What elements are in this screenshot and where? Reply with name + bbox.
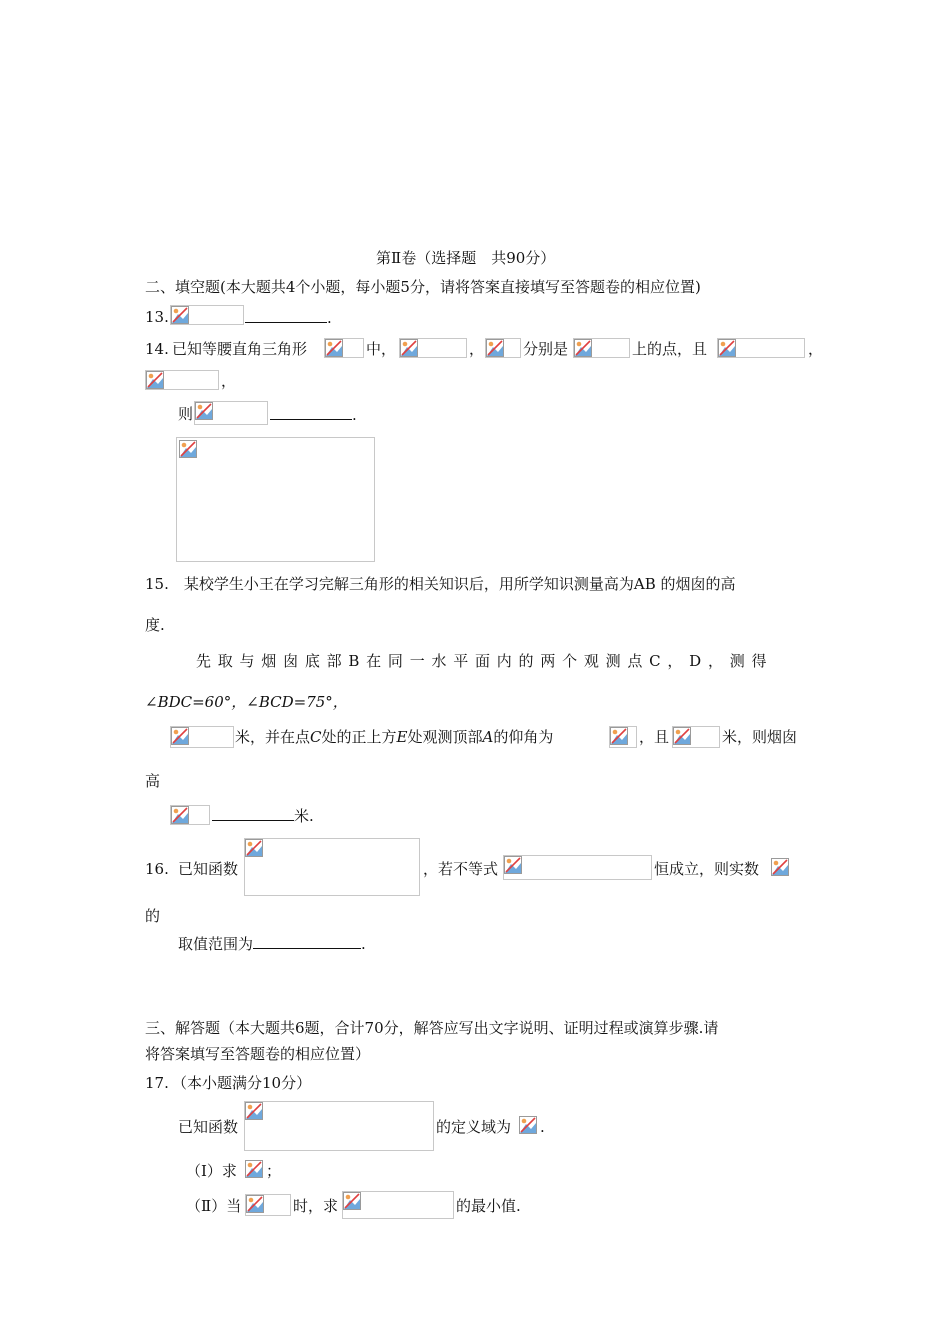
image-placeholder-icon	[610, 727, 628, 745]
q14-text-2: 中，	[366, 340, 397, 358]
fill-in-header: 二、填空题(本大题共4个小题，每小题5分，请将答案直接填写至答题卷的相应位置)	[145, 278, 701, 296]
q14-answer-blank: .	[270, 403, 357, 426]
image-placeholder-icon	[400, 339, 418, 357]
image-placeholder-icon	[771, 858, 789, 876]
q15-line-3: 先 取 与 烟 囱 底 部 B 在 同 一 水 平 面 内 的 两 个 观 测 点 C ， D ， 测 得	[196, 652, 767, 670]
q17-part-2-label: （Ⅱ）当	[186, 1197, 242, 1215]
q15-text-meters: 米，则烟囱	[722, 728, 798, 746]
section-title: 第Ⅱ卷（选择题 共90分）	[376, 249, 556, 267]
q17-part-1-image	[245, 1160, 265, 1180]
q14-then: 则	[178, 405, 194, 423]
q15-height-image	[672, 726, 720, 748]
q17-part-1-label: （Ⅰ）求	[186, 1162, 237, 1180]
q16-inequality-image	[503, 855, 652, 880]
q14-expression-image	[194, 401, 268, 425]
image-placeholder-icon	[246, 1195, 264, 1213]
q14-text-1: 已知等腰直角三角形	[172, 340, 308, 358]
q14-text-3: ，	[469, 340, 485, 358]
q15-line-4: ∠BDC=60°，∠BCD=75°，	[145, 693, 348, 711]
image-placeholder-icon	[195, 402, 213, 420]
q14-condition-image-1	[399, 338, 467, 358]
q17-part-2-condition-image	[245, 1194, 291, 1216]
q15-line-2: 度.	[145, 616, 165, 634]
q17-part-2-expression-image	[342, 1191, 454, 1219]
image-placeholder-icon	[574, 339, 592, 357]
image-placeholder-icon	[245, 1102, 263, 1120]
q16-text-2: ，若不等式	[423, 860, 499, 878]
q17-function-image	[244, 1101, 434, 1151]
q17-part-2-end: 的最小值.	[456, 1197, 521, 1215]
q17-text-2-end: .	[540, 1118, 545, 1136]
q14-condition-image-2	[717, 338, 805, 358]
image-placeholder-icon	[171, 306, 189, 324]
q14-text-5: 上的点，且	[632, 340, 708, 358]
image-placeholder-icon	[504, 856, 522, 874]
solve-header-line-1: 三、解答题（本大题共6题，合计70分，解答应写出文字说明、证明过程或演算步骤.请	[145, 1019, 719, 1037]
q17-text-2: 的定义域为	[436, 1118, 512, 1136]
q17-number: 17.	[145, 1074, 169, 1092]
q15-angle-image	[609, 726, 637, 748]
image-placeholder-icon	[673, 727, 691, 745]
q16-variable-image	[771, 858, 791, 878]
q14-text-6: ，	[808, 340, 824, 358]
q14-number: 14.	[145, 340, 169, 358]
image-placeholder-icon	[146, 371, 164, 389]
image-placeholder-icon	[325, 339, 343, 357]
q14-text-7: ，	[221, 372, 237, 390]
q13-number: 13.	[145, 308, 169, 326]
q16-text-4: 的	[145, 907, 161, 925]
q16-number: 16.	[145, 860, 169, 878]
q15-distance-image	[170, 726, 234, 748]
q16-function-image	[244, 838, 420, 896]
q14-segments-image	[573, 338, 630, 358]
solve-header-line-2: 将答案填写至答题卷的相应位置）	[145, 1045, 371, 1063]
q14-figure-image	[176, 437, 375, 562]
q17-score: （本小题满分10分）	[172, 1074, 312, 1092]
q17-part-1-end: ；	[266, 1162, 282, 1180]
image-placeholder-icon	[245, 1160, 263, 1178]
image-placeholder-icon	[179, 440, 197, 458]
image-placeholder-icon	[171, 727, 189, 745]
q13-formula-image	[170, 305, 244, 325]
image-placeholder-icon	[718, 339, 736, 357]
q16-text-5: 取值范围为 .	[178, 932, 366, 955]
q17-domain-image	[519, 1116, 539, 1136]
q15-line-6: 高	[145, 772, 161, 790]
q15-answer-blank: 米.	[212, 804, 314, 827]
q15-answer-image	[170, 805, 210, 825]
q14-condition-image-3	[145, 370, 219, 390]
q17-part-2-mid: 时，求	[293, 1197, 339, 1215]
image-placeholder-icon	[486, 339, 504, 357]
image-placeholder-icon	[171, 806, 189, 824]
q14-triangle-image	[324, 338, 364, 358]
q15-line-5: 米，并在点C处的正上方E处观测顶部A的仰角为	[235, 728, 554, 746]
q15-line-1: 15. 某校学生小王在学习完解三角形的相关知识后，用所学知识测量高为AB 的烟囱的高	[145, 575, 736, 593]
image-placeholder-icon	[519, 1116, 537, 1134]
q15-text-and: ，且	[639, 728, 670, 746]
q13-answer-blank: .	[245, 306, 332, 329]
q17-text-1: 已知函数	[178, 1118, 239, 1136]
image-placeholder-icon	[245, 839, 263, 857]
q14-points-image	[485, 338, 521, 358]
q16-text-1: 已知函数	[178, 860, 239, 878]
q14-text-4: 分别是	[523, 340, 569, 358]
image-placeholder-icon	[343, 1192, 361, 1210]
q16-text-3: 恒成立，则实数	[654, 860, 760, 878]
